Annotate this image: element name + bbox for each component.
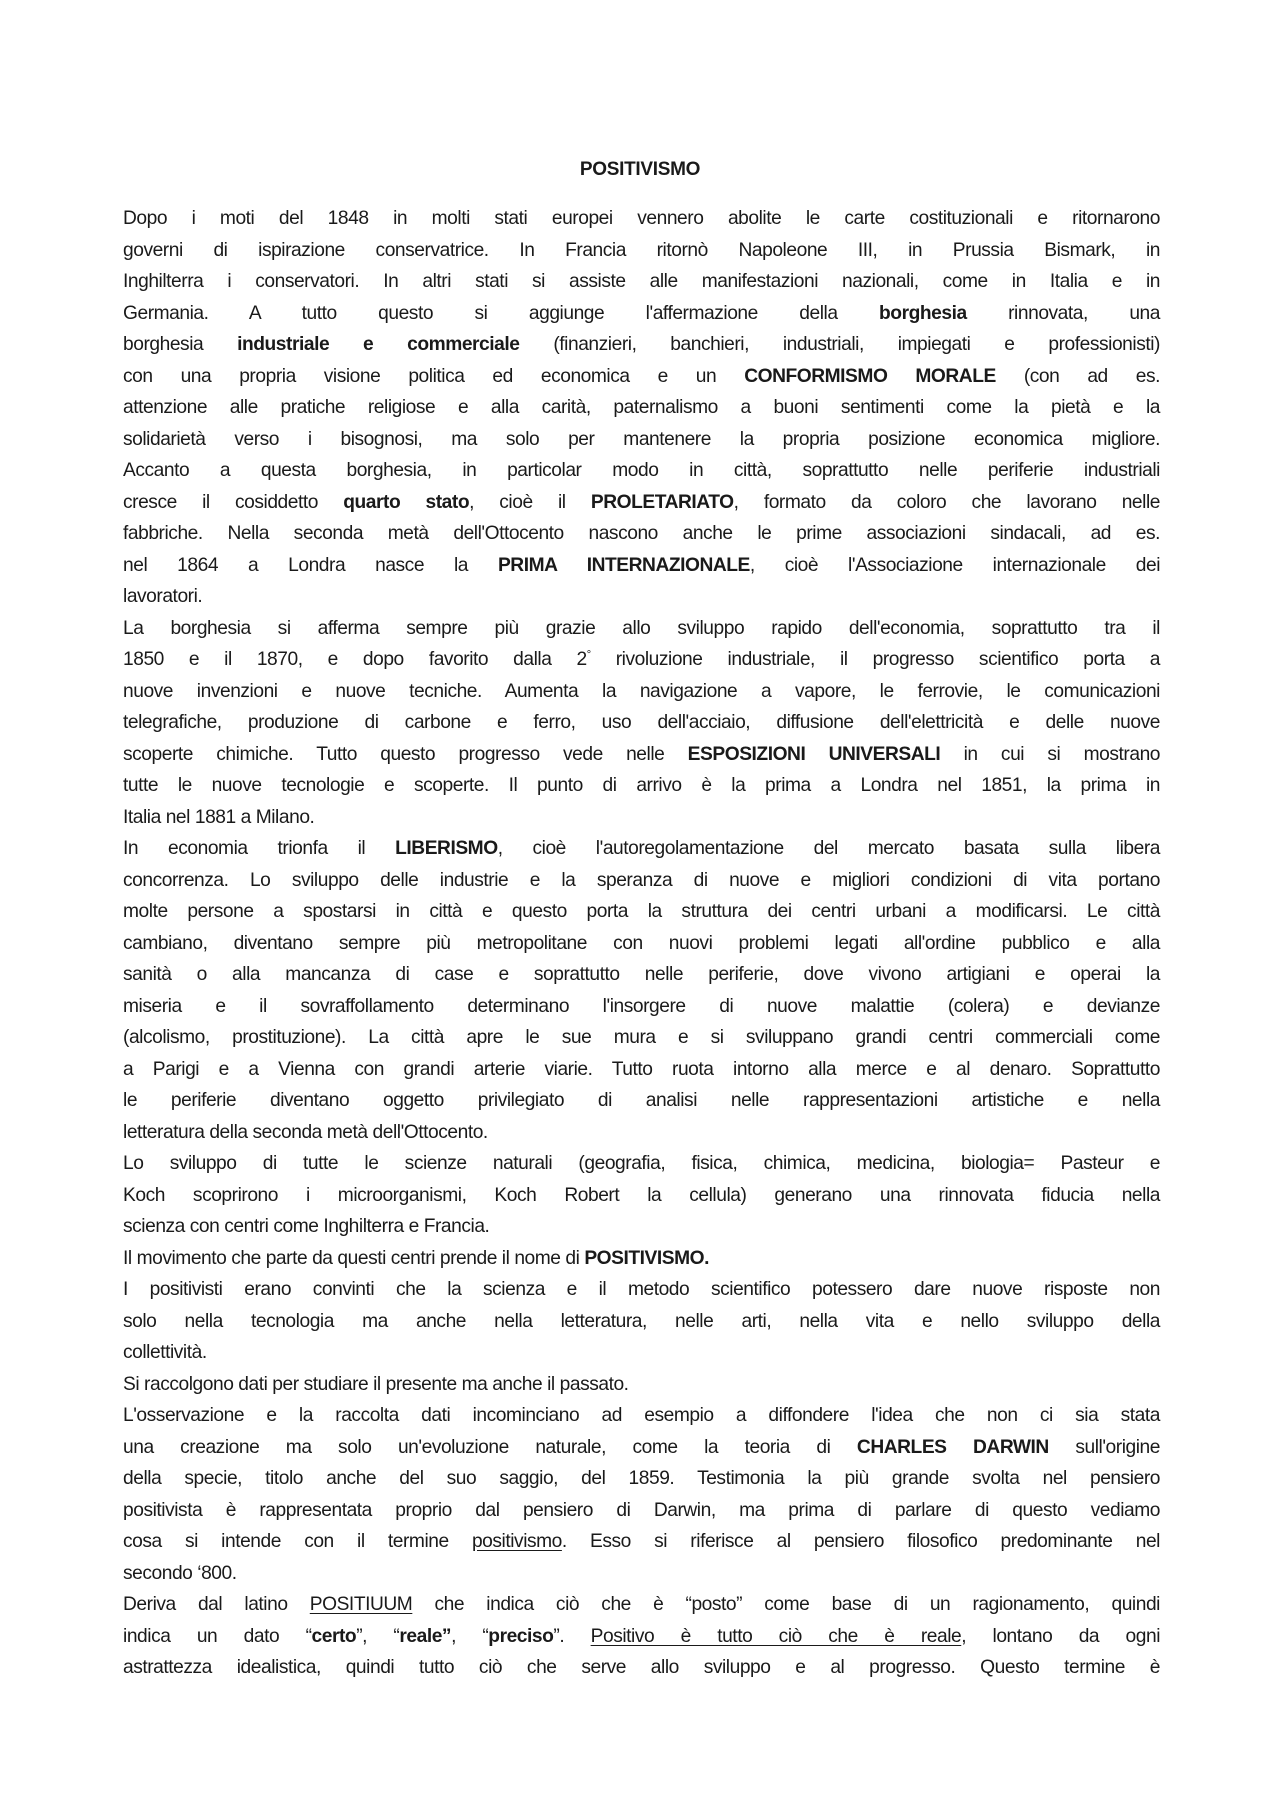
text-run: solo nella tecnologia ma anche nella letteratura, nelle arti, nella vita e nello sviluppo della	[123, 1310, 1160, 1332]
text-run: miseria e il sovraffollamento determinano l'insorgere di nuove malattie (colera) e devianze	[123, 995, 1160, 1017]
text-run: rivoluzione industriale, il progresso scientifico porta a	[590, 649, 1161, 670]
text-run: L'osservazione e la raccolta dati incominciano ad esempio a diffondere l'idea che non ci sia stata	[123, 1405, 1160, 1426]
text-run: astrattezza idealistica, quindi tutto ciò che serve allo sviluppo e al progresso. Questo termine è	[123, 1657, 1160, 1678]
text-run: La borghesia si afferma sempre più grazie allo sviluppo rapido dell'economia, soprattutto tra il	[123, 617, 1160, 639]
text-line	[123, 1022, 1160, 1054]
text-run: solidarietà verso i bisognosi, ma solo per mantenere la propria posizione economica migliore.	[123, 428, 1160, 450]
bold-text: ESPOSIZIONI UNIVERSALI	[687, 743, 941, 765]
text-run: nuove invenzioni e nuove tecniche. Aumenta la navigazione a vapore, le ferrovie, le comunicazioni	[123, 680, 1160, 702]
text-line	[123, 676, 1160, 708]
bold-text: LIBERISMO	[395, 838, 498, 859]
text-line	[123, 1463, 1160, 1495]
text-run: , cioè l'autoregolamentazione del mercato basata sulla libera	[497, 838, 1161, 859]
underlined-text: positivismo	[471, 1531, 562, 1552]
text-line	[123, 487, 1160, 519]
text-line	[123, 1274, 1160, 1306]
text-line	[123, 1148, 1160, 1180]
text-line	[123, 203, 1160, 235]
text-run: positivista è rappresentata proprio dal pensiero di Darwin, ma prima di parlare di questo vediamo	[123, 1499, 1160, 1521]
text-run: , formato da coloro che lavorano nelle	[733, 491, 1160, 513]
text-run: letteratura della seconda metà dell'Ottocento.	[123, 1121, 488, 1143]
text-line	[123, 1117, 1160, 1149]
text-run: in cui si mostrano	[940, 743, 1161, 765]
text-line	[123, 770, 1160, 802]
text-run: cresce il cosiddetto	[123, 491, 344, 513]
text-run: . Esso si riferisce al pensiero filosofico predominante nel	[561, 1531, 1160, 1552]
text-run: Italia nel 1881 a Milano.	[123, 806, 315, 828]
text-line	[123, 802, 1160, 834]
text-line	[123, 1400, 1160, 1432]
text-run: Deriva dal latino	[123, 1594, 310, 1615]
bold-text: borghesia	[879, 302, 967, 324]
text-line	[123, 991, 1160, 1023]
text-line	[123, 329, 1160, 361]
text-run: , cioè l'Associazione internazionale dei	[749, 554, 1161, 576]
text-run: nel 1864 a Londra nasce la	[123, 554, 498, 576]
text-run: a Parigi e a Vienna con grandi arterie viarie. Tutto ruota intorno alla merce e al denaro. Soprattutto	[123, 1058, 1160, 1080]
text-line	[123, 1085, 1160, 1117]
bold-text: CONFORMISMO MORALE	[744, 365, 996, 387]
text-line	[123, 1369, 1160, 1401]
text-run: Dopo i moti del 1848 in molti stati europei vennero abolite le carte costituzionali e ritornarono	[123, 208, 1160, 229]
text-run: I positivisti erano convinti che la scienza e il metodo scientifico potessero dare nuove risposte non	[123, 1279, 1160, 1300]
bold-text: PRIMA INTERNAZIONALE	[497, 554, 750, 576]
text-line	[123, 613, 1160, 645]
document-title: POSITIVISMO	[579, 159, 701, 180]
text-run: tutte le nuove tecnologie e scoperte. Il punto di arrivo è la prima a Londra nel 1851, la prima in	[123, 775, 1160, 796]
text-run: Si raccolgono dati per studiare il presente ma anche il passato.	[123, 1373, 629, 1395]
text-run: che indica ciò che è “posto” come base di un ragionamento, quindi	[412, 1594, 1160, 1615]
text-run: Il movimento che parte da questi centri prende il nome di	[123, 1247, 585, 1269]
text-run: secondo ‘800.	[123, 1562, 237, 1584]
bold-text: reale”	[399, 1625, 452, 1647]
text-line	[123, 1526, 1160, 1558]
text-line	[123, 959, 1160, 991]
text-line	[123, 550, 1160, 582]
text-line	[123, 1495, 1160, 1527]
text-run: con una propria visione politica ed economica e un	[123, 365, 745, 387]
text-line	[123, 865, 1160, 897]
text-run: rinnovata, una	[966, 302, 1160, 324]
text-line	[123, 928, 1160, 960]
text-line	[123, 266, 1160, 298]
text-run: ”.	[553, 1625, 591, 1647]
text-run: lavoratori.	[123, 586, 203, 607]
text-run: , “	[451, 1625, 489, 1647]
text-run: attenzione alle pratiche religiose e alla carità, paternalismo a buoni sentimenti come la pietà e la	[123, 397, 1160, 418]
text-run: scoperte chimiche. Tutto questo progresso vede nelle	[123, 743, 688, 765]
text-line	[123, 235, 1160, 267]
text-line	[123, 1558, 1160, 1590]
text-run: telegrafiche, produzione di carbone e ferro, uso dell'acciaio, diffusione dell'elettricità e delle nuove	[123, 712, 1160, 733]
text-run: (finanzieri, banchieri, industriali, impiegati e professionisti)	[519, 334, 1160, 355]
text-run: sanità o alla mancanza di case e soprattutto nelle periferie, dove vivono artigiani e operai la	[123, 964, 1160, 985]
bold-text: certo	[311, 1625, 357, 1647]
text-run: fabbriche. Nella seconda metà dell'Ottocento nascono anche le prime associazioni sindacali, ad es.	[123, 523, 1160, 544]
text-line	[123, 1432, 1160, 1464]
text-run: Lo sviluppo di tutte le scienze naturali (geografia, fisica, chimica, medicina, biologia= Pasteur e	[123, 1153, 1160, 1174]
bold-text: CHARLES DARWIN	[856, 1436, 1049, 1458]
text-run: ”, “	[356, 1625, 400, 1647]
underlined-text: POSITIUUM	[309, 1594, 413, 1615]
text-run: concorrenza. Lo sviluppo delle industrie e la speranza di nuove e migliori condizioni di vita portano	[123, 869, 1160, 891]
text-run: , cioè il	[469, 491, 591, 513]
text-run: borghesia	[123, 334, 238, 355]
bold-text: PROLETARIATO	[590, 491, 734, 513]
text-line	[123, 1243, 1160, 1275]
text-line	[123, 1211, 1160, 1243]
text-run: cosa si intende con il termine	[123, 1531, 472, 1552]
text-run: Accanto a questa borghesia, in particolar modo in città, soprattutto nelle periferie industriali	[123, 460, 1160, 481]
text-line	[123, 1652, 1160, 1684]
text-line	[123, 581, 1160, 613]
bold-text: POSITIVISMO.	[584, 1247, 709, 1269]
text-line	[123, 896, 1160, 928]
text-run: scienza con centri come Inghilterra e Francia.	[123, 1216, 490, 1237]
text-line	[123, 424, 1160, 456]
text-run: , lontano da ogni	[961, 1625, 1161, 1647]
text-run: della specie, titolo anche del suo saggio, del 1859. Testimonia la più grande svolta nel pensiero	[123, 1468, 1160, 1489]
text-line	[123, 644, 1160, 676]
text-line	[123, 1180, 1160, 1212]
text-line	[123, 298, 1160, 330]
text-run: governi di ispirazione conservatrice. In Francia ritornò Napoleone III, in Prussia Bismark, in	[123, 239, 1160, 261]
text-run: Germania. A tutto questo si aggiunge l'affermazione della	[123, 302, 880, 324]
text-line	[123, 1589, 1160, 1621]
text-line	[123, 739, 1160, 771]
text-line	[123, 361, 1160, 393]
text-line	[123, 707, 1160, 739]
text-run: una creazione ma solo un'evoluzione naturale, come la teoria di	[123, 1436, 857, 1458]
text-line	[123, 392, 1160, 424]
text-run: le periferie diventano oggetto privilegiato di analisi nelle rappresentazioni artistiche e nella	[123, 1090, 1160, 1111]
text-run: Inghilterra i conservatori. In altri stati si assiste alle manifestazioni nazionali, come in Italia e in	[123, 271, 1160, 292]
text-line	[123, 1621, 1160, 1653]
text-line	[123, 518, 1160, 550]
text-run: In economia trionfa il	[123, 838, 396, 859]
text-line	[123, 455, 1160, 487]
text-line	[123, 1054, 1160, 1086]
text-run: Koch scoprirono i microorganismi, Koch Robert la cellula) generano una rinnovata fiducia nella	[123, 1184, 1160, 1206]
text-run: molte persone a spostarsi in città e questo porta la struttura dei centri urbani a modificarsi. Le città	[123, 901, 1160, 922]
text-line	[123, 1306, 1160, 1338]
text-run: 1850 e il 1870, e dopo favorito dalla 2	[123, 649, 587, 670]
text-run: (alcolismo, prostituzione). La città apre le sue mura e si sviluppano grandi centri commerciali come	[123, 1027, 1160, 1048]
text-run: sull'origine	[1048, 1436, 1160, 1458]
bold-text: preciso	[488, 1625, 554, 1647]
text-run: indica un dato “	[123, 1625, 312, 1647]
bold-text: quarto stato	[343, 491, 470, 513]
text-run: cambiano, diventano sempre più metropolitane con nuovi problemi legati all'ordine pubblico e alla	[123, 932, 1160, 954]
superscript-text: °	[586, 649, 591, 661]
text-run: collettività.	[123, 1342, 207, 1363]
document-body	[123, 203, 1160, 1684]
text-run: (con ad es.	[995, 365, 1160, 387]
bold-text: industriale e commerciale	[237, 334, 520, 355]
text-line	[123, 1337, 1160, 1369]
underlined-text: Positivo è tutto ciò che è reale	[590, 1625, 962, 1647]
text-line	[123, 833, 1160, 865]
